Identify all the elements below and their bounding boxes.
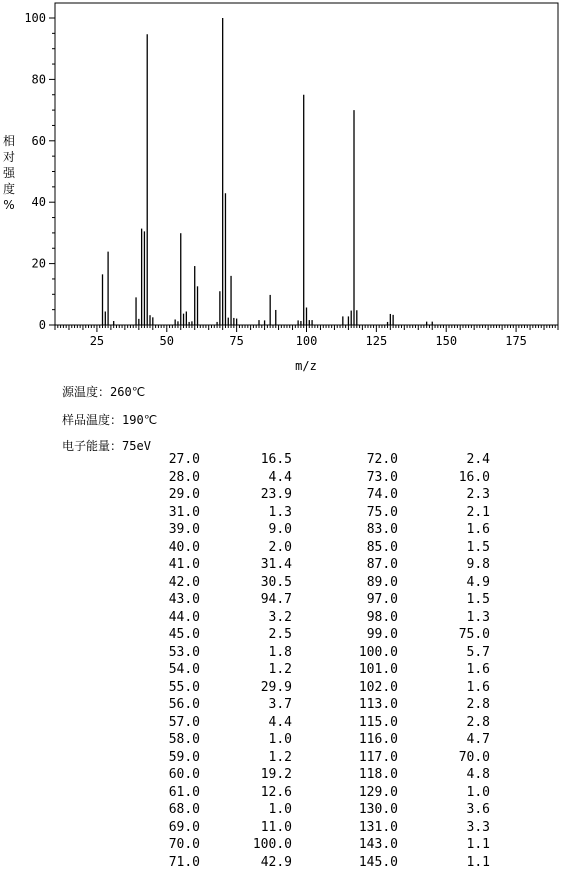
mz-cell: 73.0 — [366, 469, 398, 485]
intensity-cell: 1.6 — [466, 679, 490, 695]
table-row — [130, 749, 490, 767]
x-axis-label: m/z — [295, 359, 317, 373]
table-row — [130, 469, 490, 487]
intensity-cell: 29.9 — [260, 679, 292, 695]
x-tick-labels — [90, 334, 527, 348]
table-row — [130, 819, 490, 837]
table-row — [130, 766, 490, 784]
mz-cell: 74.0 — [366, 487, 398, 502]
intensity-cell: 2.4 — [466, 452, 490, 467]
mz-cell: 131.0 — [358, 819, 398, 835]
intensity-cell: 3.3 — [466, 819, 490, 835]
table-row — [130, 731, 490, 749]
table-row — [130, 836, 490, 854]
electron-energy-label: 电子能量： — [62, 439, 123, 453]
table-row — [130, 626, 490, 644]
mz-cell: 100.0 — [358, 644, 398, 660]
intensity-cell: 1.3 — [268, 504, 292, 520]
intensity-cell: 1.2 — [268, 749, 292, 765]
intensity-cell: 4.7 — [466, 732, 490, 747]
mz-cell: 40.0 — [168, 539, 200, 555]
table-row — [130, 539, 490, 557]
mz-cell: 145.0 — [358, 854, 398, 870]
x-tick-label: 100 — [295, 334, 318, 348]
intensity-cell: 2.3 — [466, 487, 490, 502]
table-row — [130, 644, 490, 662]
table-row — [130, 714, 490, 732]
intensity-cell: 2.5 — [268, 627, 292, 642]
intensity-cell: 1.0 — [268, 732, 292, 747]
mz-cell: 60.0 — [168, 767, 200, 782]
electron-energy-value: 75eV — [122, 439, 151, 453]
table-row — [130, 696, 490, 714]
mz-cell: 98.0 — [366, 609, 398, 625]
mz-cell: 57.0 — [168, 714, 200, 730]
mz-cell: 116.0 — [358, 732, 398, 747]
intensity-cell: 70.0 — [458, 749, 490, 765]
intensity-cell: 31.4 — [260, 557, 292, 572]
peak-table — [130, 451, 490, 871]
intensity-cell: 1.5 — [466, 592, 490, 607]
mass-spectrum-chart — [0, 0, 570, 380]
y-axis-label: 相对强度% — [2, 134, 16, 212]
x-tick-label: 75 — [229, 334, 244, 348]
intensity-cell: 3.6 — [466, 802, 490, 817]
plot-frame — [55, 3, 558, 325]
x-tick-label: 175 — [505, 334, 527, 348]
intensity-cell: 1.0 — [268, 802, 292, 817]
mz-cell: 44.0 — [168, 609, 200, 625]
mz-cell: 113.0 — [358, 697, 398, 712]
table-row — [130, 574, 490, 592]
intensity-cell: 11.0 — [260, 819, 292, 835]
mz-cell: 69.0 — [168, 819, 200, 835]
intensity-cell: 5.7 — [466, 644, 490, 660]
mz-cell: 70.0 — [168, 837, 200, 852]
mz-cell: 55.0 — [168, 679, 200, 695]
x-tick-label: 25 — [89, 334, 105, 348]
table-row — [130, 556, 490, 574]
intensity-cell: 23.9 — [260, 487, 292, 502]
mz-cell: 39.0 — [168, 522, 200, 537]
mz-cell: 117.0 — [358, 749, 398, 765]
mz-cell: 41.0 — [168, 557, 200, 572]
intensity-cell: 1.3 — [466, 609, 490, 625]
y-tick-label: 40 — [31, 195, 46, 210]
x-tick-label: 125 — [365, 334, 388, 348]
sample-temperature-value: 190℃ — [122, 413, 158, 427]
table-row — [130, 504, 490, 522]
mz-cell: 130.0 — [358, 802, 398, 817]
mz-cell: 61.0 — [168, 784, 200, 800]
table-row — [130, 784, 490, 802]
intensity-cell: 1.1 — [466, 854, 490, 870]
source-temperature — [62, 383, 145, 400]
mz-cell: 75.0 — [366, 504, 398, 520]
table-row — [130, 609, 490, 627]
intensity-cell: 2.0 — [268, 539, 292, 555]
sample-temperature — [62, 411, 157, 428]
mz-cell: 29.0 — [168, 487, 200, 502]
intensity-cell: 1.6 — [466, 662, 490, 677]
mz-cell: 89.0 — [366, 574, 398, 590]
intensity-cell: 94.7 — [260, 592, 292, 607]
mz-cell: 118.0 — [358, 767, 398, 782]
intensity-cell: 4.4 — [268, 714, 292, 730]
intensity-cell: 1.2 — [268, 662, 292, 677]
mz-cell: 85.0 — [366, 539, 398, 555]
intensity-cell: 3.2 — [268, 609, 292, 625]
intensity-cell: 75.0 — [458, 627, 490, 642]
intensity-cell: 3.7 — [268, 697, 292, 712]
intensity-cell: 16.0 — [458, 469, 490, 485]
intensity-cell: 2.1 — [466, 504, 490, 520]
intensity-cell: 9.8 — [466, 557, 490, 572]
intensity-cell: 12.6 — [260, 784, 292, 800]
mz-cell: 143.0 — [358, 837, 398, 852]
bar-group — [103, 18, 433, 325]
table-row — [130, 521, 490, 539]
mz-cell: 28.0 — [168, 469, 200, 485]
intensity-cell: 4.4 — [268, 469, 292, 485]
intensity-cell: 1.1 — [466, 837, 490, 852]
mz-cell: 129.0 — [358, 784, 398, 800]
y-tick-label: 100 — [24, 11, 46, 25]
mz-cell: 99.0 — [366, 627, 398, 642]
mz-cell: 31.0 — [168, 504, 200, 520]
mz-cell: 27.0 — [168, 452, 200, 467]
intensity-cell: 100.0 — [252, 837, 292, 852]
intensity-cell: 19.2 — [260, 767, 292, 782]
mz-cell: 83.0 — [366, 522, 398, 537]
intensity-cell: 9.0 — [268, 522, 292, 537]
source-temperature-value: 260℃ — [110, 385, 146, 399]
intensity-cell: 1.6 — [466, 522, 490, 537]
x-tick-label: 50 — [159, 334, 175, 348]
intensity-cell: 4.9 — [466, 574, 490, 590]
intensity-cell: 4.8 — [466, 767, 490, 782]
mz-cell: 43.0 — [168, 592, 200, 607]
mz-cell: 97.0 — [366, 592, 398, 607]
table-row — [130, 854, 490, 872]
mz-cell: 115.0 — [358, 714, 398, 730]
mz-cell: 102.0 — [358, 679, 398, 695]
intensity-cell: 42.9 — [260, 854, 292, 870]
y-tick-label: 80 — [31, 72, 46, 87]
intensity-cell: 1.5 — [466, 539, 490, 555]
y-tick-labels — [24, 11, 46, 332]
source-temperature-label: 源温度： — [62, 385, 111, 399]
mz-cell: 68.0 — [168, 802, 200, 817]
table-row — [130, 591, 490, 609]
sample-temperature-label: 样品温度： — [62, 413, 123, 427]
x-tick-label: 150 — [435, 334, 458, 348]
mz-cell: 87.0 — [366, 557, 398, 572]
mz-cell: 45.0 — [168, 627, 200, 642]
mz-cell: 59.0 — [168, 749, 200, 765]
y-tick-label: 20 — [31, 256, 46, 271]
mz-cell: 72.0 — [366, 452, 398, 467]
mz-cell: 56.0 — [168, 697, 200, 712]
intensity-cell: 30.5 — [260, 574, 292, 590]
intensity-cell: 2.8 — [466, 697, 490, 712]
mz-cell: 101.0 — [358, 662, 398, 677]
table-row — [130, 661, 490, 679]
intensity-cell: 1.0 — [466, 784, 490, 800]
table-row — [130, 486, 490, 504]
intensity-cell: 16.5 — [260, 452, 292, 467]
table-row — [130, 801, 490, 819]
y-tick-label: 0 — [38, 318, 46, 332]
mz-cell: 71.0 — [168, 854, 200, 870]
mz-cell: 54.0 — [168, 662, 200, 677]
mz-cell: 42.0 — [168, 574, 200, 590]
table-row — [130, 679, 490, 697]
mz-cell: 58.0 — [168, 732, 200, 747]
mz-cell: 53.0 — [168, 644, 200, 660]
intensity-cell: 1.8 — [268, 644, 292, 660]
y-tick-label: 60 — [31, 133, 46, 148]
table-row — [130, 451, 490, 469]
intensity-cell: 2.8 — [466, 714, 490, 730]
